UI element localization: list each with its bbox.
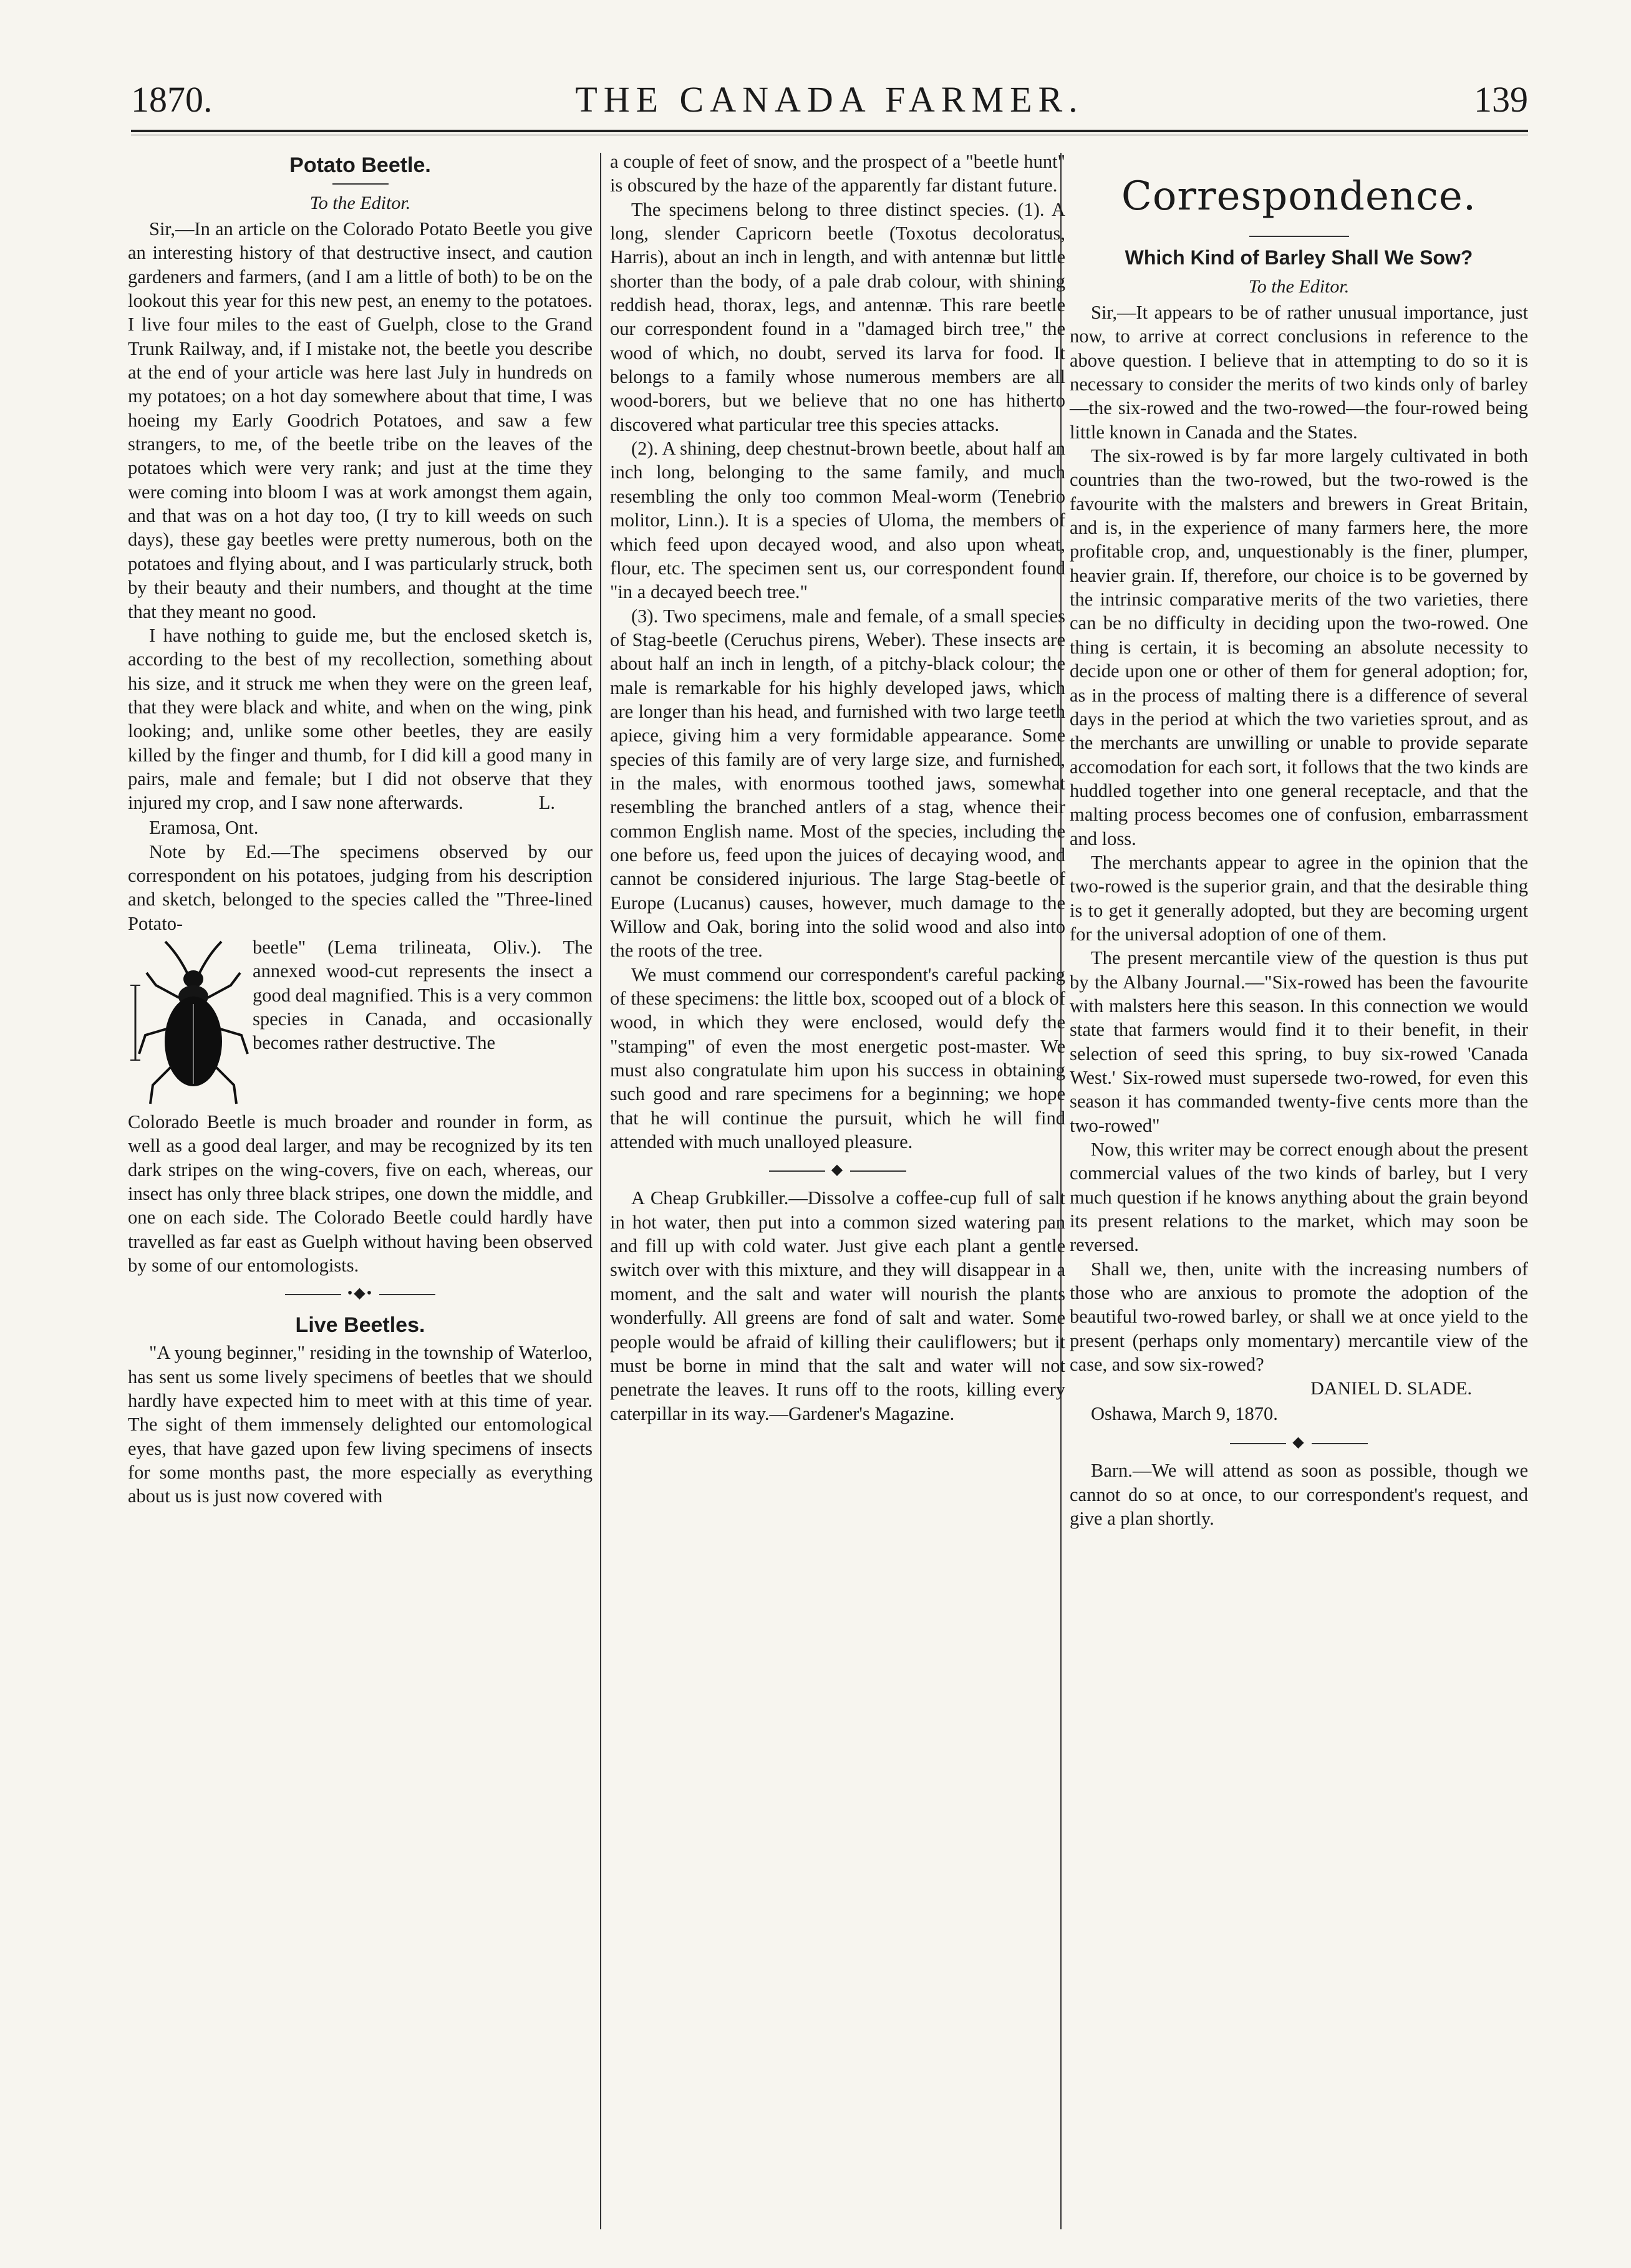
paragraph: The present mercantile view of the question is thus put by the Albany Journal.—"Six-rowed has been the favourite with malsters here this season. In this connection we would state that farmers would find it to their benefit, in their selection of seed this spring, to buy six-rowed 'Canada West.' Six-rowed must supersede two-rowed, for even this season it has commanded twenty-five cents more than the two-rowed" — [1070, 947, 1528, 1136]
signature-initial: L. — [538, 792, 555, 814]
masthead-year: 1870. — [131, 79, 213, 120]
page-number: 139 — [1474, 79, 1528, 120]
beetle-figure-row — [128, 935, 593, 1110]
paragraph — [128, 624, 593, 815]
paragraph: Now, this writer may be correct enough about the present commercial values of the two kinds of barley, but I very much question if he knows anything about the grain beyond its present relations to the market, which may soon be reversed. — [1070, 1139, 1528, 1256]
signature: DANIEL D. SLADE. — [1310, 1378, 1472, 1399]
masthead — [131, 75, 1528, 131]
column-1 — [128, 150, 593, 1508]
beetle-woodcut-icon — [128, 935, 253, 1110]
masthead-rule — [131, 130, 1528, 132]
paragraph: We must commend our correspondent's careful packing of these specimens: the little box, scooped out of a block of wood, in which they were enclosed, would defy the "stamping" of even the most energetic post-master. We must also congratulate him upon his success in obtaining such good and rare specimens for a beginning; we hope that he will continue the pursuit, which he will find attended with much unalloyed pleasure. — [610, 963, 1065, 1153]
paragraph: a couple of feet of snow, and the prospect of a "beetle hunt" is obscured by the haze of the apparently far distant future. — [610, 151, 1065, 196]
paragraph: Sir,—It appears to be of rather unusual importance, just now, to arrive at correct conclusions in reference to the above question. I believe that in attempting to do so it is necessary to consider the merits of two kinds only of barley—the six-rowed and the two-rowed—the four-rowed being little known in Canada and the States. — [1070, 302, 1528, 443]
column-divider — [600, 153, 601, 2229]
column-3 — [1070, 150, 1528, 1531]
paragraph-text: I have nothing to guide me, but the enclosed sketch is, according to the best of my recollection, something about his size, and it struck me when they were on the green leaf, that they were black and white, and when on the wing, pink looking; and, unlike some other beetles, they are easily killed by the finger and thumb, for I did kill a good many in pairs, male and female; but I did not observe that they injured my crop, and I saw none afterwards. — [128, 624, 593, 814]
article-title-potato-beetle: Potato Beetle. — [289, 153, 431, 177]
article-title-live-beetles: Live Beetles. — [295, 1313, 425, 1338]
masthead-title: THE CANADA FARMER. — [575, 79, 1084, 120]
paragraph: The specimens belong to three distinct species. (1). A long, slender Capricorn beetle (Toxotus decoloratus, Harris), about an inch in length, and with antennæ but little shorter than the body, of a pale drab colour, with shining reddish head, thorax, legs, and antennæ. This rare beetle our correspondent found in a "damaged birch tree," the wood of which, no doubt, served its larva for food. It belongs to a family whose numerous members are all wood-borers, but we believe that no one has hitherto discovered what particular tree this species attacks. — [610, 198, 1065, 435]
paragraph: (2). A shining, deep chestnut-brown beetle, about half an inch long, belonging to the same family, and much resembling the only too common Meal-worm (Tenebrio molitor, Linn.). It is a species of Uloma, the members of which feed upon decayed wood, and also upon wheat, flour, etc. The specimen sent us, our correspondent found "in a decayed beech tree." — [610, 438, 1065, 603]
section-rule — [1249, 236, 1349, 237]
section-ornament: •◆• — [128, 1281, 593, 1306]
place-date-line: Oshawa, March 9, 1870. — [1091, 1403, 1278, 1425]
paragraph: Sir,—In an article on the Colorado Potato Beetle you give an interesting history of that destructive insect, and caution gardeners and farmers, (and I am a little of both) to be on the lookout this year for this new pest, an enemy to the potatoes. I live four miles to the east of Guelph, close to the Grand Trunk Railway, and, if I mistake not, the beetle you describe at the end of your article was here last July in hundreds on my potatoes; on a hot day somewhere about that time, I was hoeing my Early Goodrich Potatoes, and saw a few strangers, to me, of the beetle tribe on the leaves of the potatoes which were very rank; and just at the time they were coming into bloom I was at work amongst them again, and that was on a hot day too, (I try to kill weeds on such days), these gay beetles were pretty numerous, both on the potatoes and flying about, and I was particularly struck, both by their beauty and their numbers, and thought at the time that they meant no good. — [128, 218, 593, 622]
place-line: Eramosa, Ont. — [149, 816, 259, 838]
paragraph: The six-rowed is by far more largely cultivated in both countries than the two-rowed, but the two-rowed is the favourite with the malsters and brewers in Great Britain, and is, in the experience of many farmers here, the more profitable crop, and, unquestionably is the finer, plumper, heavier grain. If, therefore, our choice is to be governed by the intrinsic comparative merits of the two varieties, there can be no difficulty in deciding upon the two-rowed. One thing is certain, it is becoming an absolute necessity to decide upon one or other of them for general adoption; for, as in the process of malting there is a difference of several days in the period at which the two varieties sprout, and as the merchants are unwilling or unable to provide separate accomodation for each sort, it follows that the two kinds are huddled together into one general receptacle, and that the malting process becomes one of confusion, embarrassment and loss. — [1070, 445, 1528, 849]
article-title-barley: Which Kind of Barley Shall We Sow? — [1125, 246, 1473, 269]
column-2 — [610, 150, 1065, 1426]
title-rule — [332, 183, 389, 185]
editor-note: Note by Ed.—The specimens observed by our correspondent on his potatoes, judging from his description and sketch, belonged to the species called the "Three-lined Potato- — [128, 841, 593, 934]
paragraph: "A young beginner," residing in the township of Waterloo, has sent us some lively specimens of beetles that we should hardly have expected him to meet with at this time of year. The sight of them immensely delighted our entomological eyes, that have gazed upon few living specimens of insects for some months past, the more especially as everything about us is just now covered with — [128, 1342, 593, 1507]
section-ornament: ◆ — [610, 1157, 1065, 1182]
salutation: To the Editor. — [309, 193, 411, 213]
paragraph: (3). Two specimens, male and female, of a small species of Stag-beetle (Ceruchus pirens, Weber). These insects are about half an inch in length, of a pitchy-black colour; the male is remarkable for his highly developed jaws, which are longer than his head, and furnished with two large teeth apiece, giving him a very formidable appearance. Some species of this family are of very large size, and furnished, in the males, with enormous toothed jaws, somewhat resembling the branched antlers of a stag, whence their common English name. Most of the species, including the one before us, feed upon the juices of decaying wood, and cannot be considered injurious. The large Stag-beetle of Europe (Lucanus) causes, however, much damage to the Willow and Oak, boring into the solid wood and also into the roots of the tree. — [610, 605, 1065, 962]
grubkiller-paragraph: A Cheap Grubkiller.—Dissolve a coffee-cup full of salt in hot water, then put into a common sized watering pan and fill up with cold water. Just give each plant a gentle switch over with this mixture, and they will disappear in a moment, and the salt and water will nourish the plants wonderfully. All greens are fond of salt and water. Some people would be afraid of killing their cauliflowers; but it must be borne in mind that the salt and water will not penetrate the leaves. It runs off to the roots, killing every caterpillar in its way.—Gardener's Magazine. — [610, 1187, 1065, 1424]
section-heading-correspondence: Correspondence. — [1121, 173, 1477, 220]
barn-paragraph: Barn.—We will attend as soon as possible, though we cannot do so at once, to our correspondent's request, and give a plan shortly. — [1070, 1460, 1528, 1530]
paragraph: The merchants appear to agree in the opinion that the two-rowed is the superior grain, and that the desirable thing is to get it generally adopted, but they are becoming urgent for the universal adoption of one of them. — [1070, 851, 1528, 945]
paragraph: beetle" (Lema trilineata, Oliv.). The annexed wood-cut represents the insect a good deal magnified. This is a very common species in Canada, and occasionally becomes rather destructive. The — [253, 936, 593, 1054]
paragraph: Colorado Beetle is much broader and rounder in form, as well as a good deal larger, and may be recognized by its ten dark stripes on the wing-covers, five on each, whereas, our insect has only three black stripes, one down the middle, and one on each side. The Colorado Beetle could hardly have travelled as far east as Guelph without having been observed by some of our entomologists. — [128, 1111, 593, 1276]
paragraph: Shall we, then, unite with the increasing numbers of those who are anxious to promote the adoption of the beautiful two-rowed barley, or shall we at once yield to the present (perhaps only momentary) mercantile view of the case, and sow six-rowed? — [1070, 1258, 1528, 1376]
section-ornament: ◆ — [1070, 1430, 1528, 1455]
salutation: To the Editor. — [1248, 276, 1350, 297]
